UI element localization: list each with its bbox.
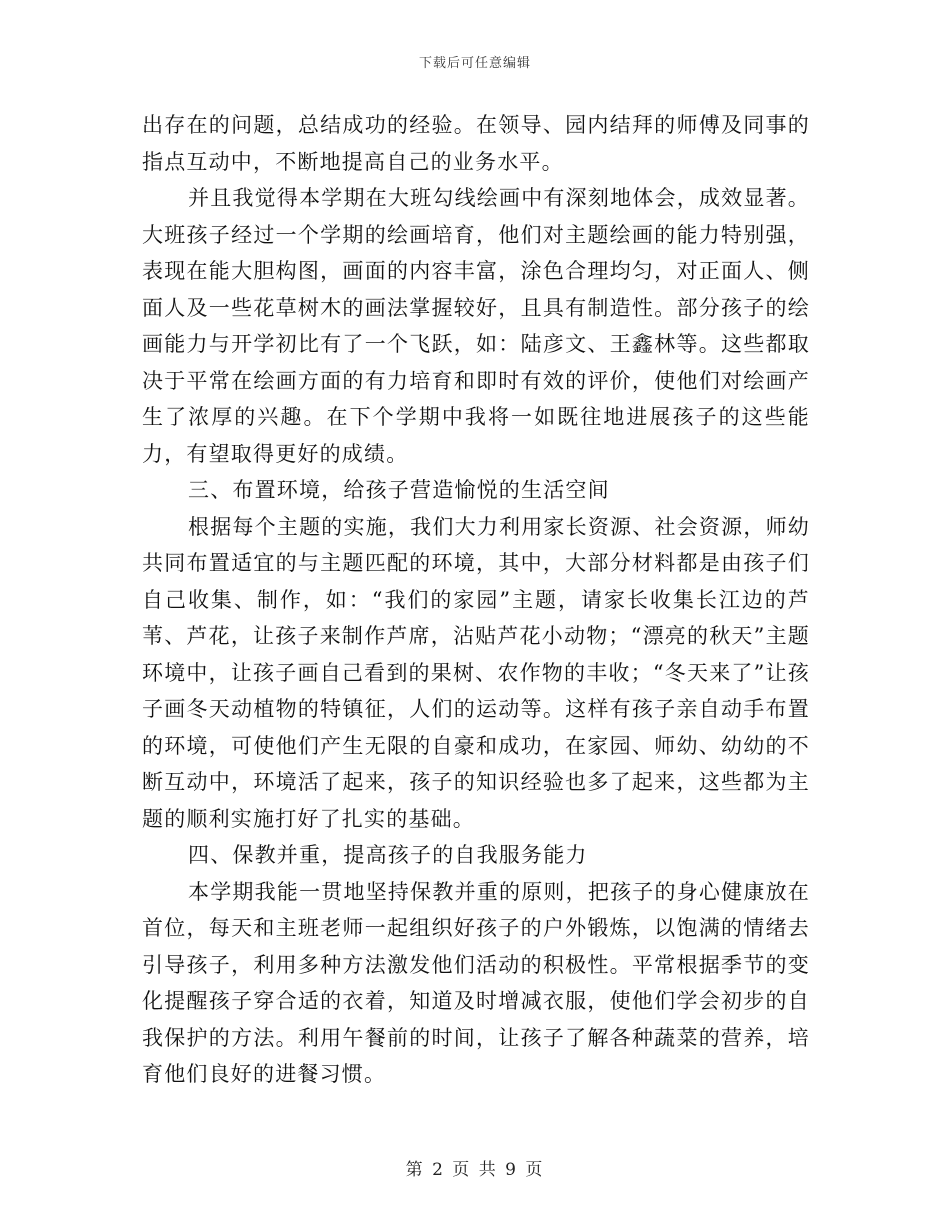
section-heading-care-education: 四、保教并重，提高孩子的自我服务能力	[188, 843, 588, 867]
document-body	[142, 107, 810, 1093]
paragraph-environment: 根据每个主题的实施，我们大力利用家长资源、社会资源，师幼共同布置适宜的与主题匹配的环境，其中，大部分材料都是由孩子们自己收集、制作，如：“我们的家园”主题，请家长收集长江边的芦苇、芦花，让孩子来制作芦席，沾贴芦花小动物；“漂亮的秋天”主题环境中，让孩子画自己看到的果树、农作物的丰收；“冬天来了”让孩子画冬天动植物的特镇征，人们的运动等。这样有孩子亲自动手布置的环境，可使他们产生无限的自豪和成功，在家园、师幼、幼幼的不断互动中，环境活了起来，孩子的知识经验也多了起来，这些都为主题的顺利实施打好了扎实的基础。	[142, 514, 810, 831]
page-number-footer: 第 2 页 共 9 页	[405, 1160, 545, 1180]
section-heading-environment: 三、布置环境，给孩子营造愉悦的生活空间	[188, 478, 610, 502]
paragraph-drawing-experience: 并且我觉得本学期在大班勾线绘画中有深刻地体会，成效显著。大班孩子经过一个学期的绘画培育，他们对主题绘画的能力特别强，表现在能大胆构图，画面的内容丰富，涂色合理均匀，对正面人、侧面人及一些花草树木的画法掌握较好，且具有制造性。部分孩子的绘画能力与开学初比有了一个飞跃，如：陆彦文、王鑫林等。这些都取决于平常在绘画方面的有力培育和即时有效的评价，使他们对绘画产生了浓厚的兴趣。在下个学期中我将一如既往地进展孩子的这些能力，有望取得更好的成绩。	[142, 186, 810, 466]
paragraph-care-education: 本学期我能一贯地坚持保教并重的原则，把孩子的身心健康放在首位，每天和主班老师一起组织好孩子的户外锻炼，以饱满的情绪去引导孩子，利用多种方法激发他们活动的积极性。平常根据季节的变化提醒孩子穿合适的衣着，知道及时增减衣服，使他们学会初步的自我保护的方法。利用午餐前的时间，让孩子了解各种蔬菜的营养，培育他们良好的进餐习惯。	[142, 879, 810, 1086]
page-header-note: 下载后可任意编辑	[418, 56, 531, 71]
paragraph-continuation: 出存在的问题，总结成功的经验。在领导、园内结拜的师傅及同事的指点互动中，不断地提高自己的业务水平。	[142, 113, 810, 174]
